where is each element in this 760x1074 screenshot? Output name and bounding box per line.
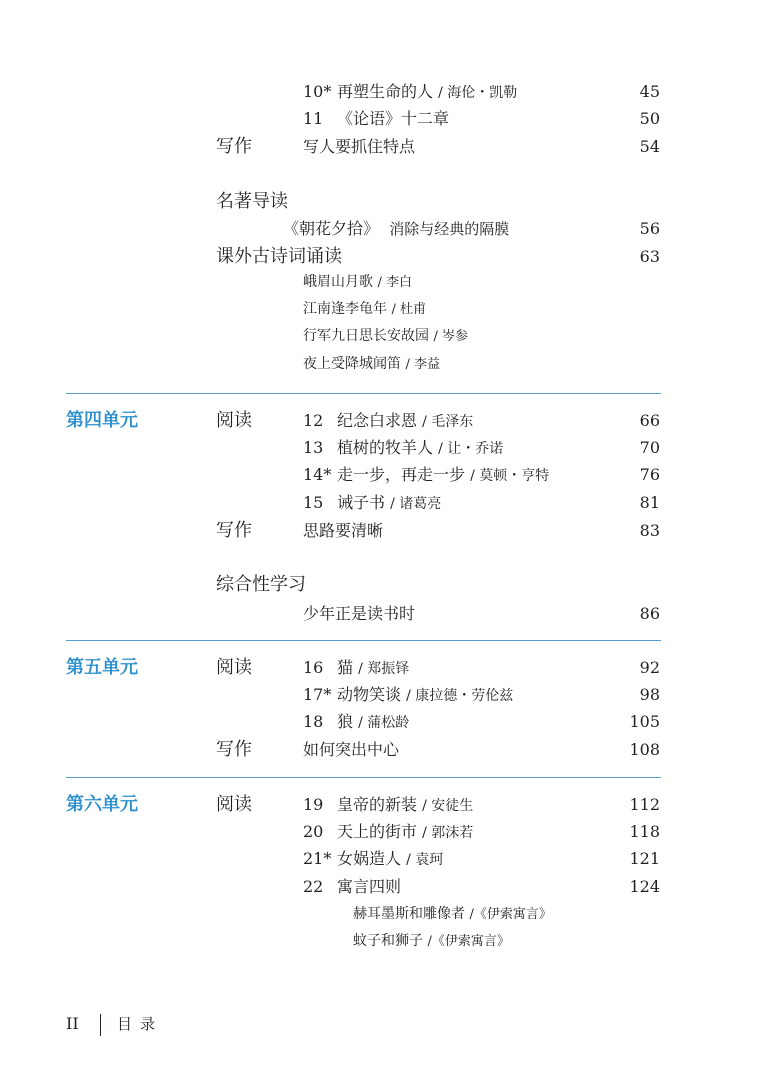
section-heading: 名著导读 [216, 191, 288, 212]
lesson-title [337, 435, 503, 462]
lesson-number: 22 [303, 877, 324, 896]
page-number: 86 [639, 604, 660, 623]
lesson-title-text: 狼 [337, 712, 354, 731]
poem-title [303, 351, 440, 378]
poem-entry[interactable] [0, 351, 760, 377]
toc-entry[interactable] [0, 408, 760, 434]
lesson-author: / 蒲松龄 [358, 715, 410, 731]
footer-page-number: II [66, 1014, 79, 1033]
poem-author: / 李益 [405, 357, 440, 372]
writing-title: 如何突出中心 [303, 740, 400, 759]
toc-entry[interactable] [0, 244, 760, 270]
lesson-number: 17* [303, 685, 332, 704]
lesson-author: / 让・乔诺 [438, 441, 504, 457]
activity-title: 少年正是读书时 [303, 604, 416, 623]
fable-source: /《伊索寓言》 [427, 934, 510, 949]
page-number: 66 [639, 411, 660, 430]
toc-entry[interactable] [0, 216, 760, 242]
lesson-title [337, 709, 409, 736]
page-number: 50 [639, 109, 660, 128]
category-label: 写作 [216, 739, 252, 760]
section-heading: 课外古诗词诵读 [216, 246, 342, 267]
poem-author: / 李白 [377, 275, 412, 290]
writing-title: 思路要清晰 [303, 521, 384, 540]
page-number: 83 [639, 521, 660, 540]
fable-entry[interactable] [0, 901, 760, 927]
lesson-title-text: 再塑生命的人 [337, 82, 434, 101]
reading-guide-title [283, 216, 509, 242]
lesson-number: 19 [303, 795, 324, 814]
reading-guide-subtitle: 消除与经典的隔膜 [389, 220, 510, 238]
page-number: 63 [639, 247, 660, 266]
toc-entry[interactable] [0, 601, 760, 627]
toc-entry[interactable] [0, 682, 760, 708]
page-number: 98 [639, 685, 660, 704]
page-number: 92 [639, 658, 660, 677]
lesson-number: 14* [303, 465, 332, 484]
unit-heading: 第四单元 [66, 410, 138, 431]
toc-entry[interactable] [0, 709, 760, 735]
toc-entry[interactable] [0, 435, 760, 461]
lesson-number: 15 [303, 493, 324, 512]
lesson-title [337, 846, 443, 873]
poem-entry[interactable] [0, 323, 760, 349]
lesson-title-text: 皇帝的新装 [337, 795, 418, 814]
lesson-title [337, 655, 409, 682]
unit-heading: 第五单元 [66, 657, 138, 678]
page-number: 124 [629, 877, 660, 896]
lesson-title [337, 792, 473, 819]
toc-entry[interactable] [0, 518, 760, 544]
lesson-author: / 康拉德・劳伦兹 [406, 688, 514, 704]
page-number: 105 [629, 712, 660, 731]
page-number: 54 [639, 137, 660, 156]
toc-entry[interactable] [0, 792, 760, 818]
lesson-number: 12 [303, 411, 324, 430]
lesson-title-text: 诫子书 [337, 493, 386, 512]
poem-name: 夜上受降城闻笛 [303, 356, 401, 372]
unit-separator [66, 777, 661, 778]
lesson-number: 16 [303, 658, 324, 677]
fable-name: 赫耳墨斯和雕像者 [353, 906, 465, 922]
page-number: 108 [629, 740, 660, 759]
unit-separator [66, 393, 661, 394]
lesson-author: / 诸葛亮 [390, 496, 442, 512]
unit-heading: 第六单元 [66, 794, 138, 815]
poem-title [303, 269, 412, 296]
fable-entry[interactable] [0, 928, 760, 954]
page-number: 45 [639, 82, 660, 101]
page-number: 112 [629, 795, 660, 814]
poem-author: / 杜甫 [391, 302, 426, 317]
toc-entry[interactable] [0, 874, 760, 900]
writing-title: 写人要抓住特点 [303, 137, 416, 156]
lesson-title-text: 女娲造人 [337, 849, 402, 868]
category-label: 阅读 [216, 657, 252, 678]
lesson-author: / 海伦・凯勒 [438, 85, 518, 101]
poem-title [303, 323, 468, 350]
section-heading-row [0, 189, 760, 215]
unit-separator [66, 640, 661, 641]
poem-entry[interactable] [0, 296, 760, 322]
lesson-title [337, 490, 441, 517]
lesson-number: 21* [303, 849, 332, 868]
lesson-author: / 毛泽东 [422, 414, 474, 430]
category-label: 阅读 [216, 794, 252, 815]
category-label: 写作 [216, 520, 252, 541]
footer-divider [100, 1014, 101, 1036]
lesson-title-text: 猫 [337, 658, 354, 677]
lesson-title-text: 植树的牧羊人 [337, 438, 434, 457]
lesson-number: 10* [303, 82, 332, 101]
poem-entry[interactable] [0, 269, 760, 295]
lesson-title [337, 408, 473, 435]
toc-entry[interactable] [0, 79, 760, 105]
page-number: 56 [639, 219, 660, 238]
lesson-title-text: 天上的街市 [337, 822, 418, 841]
section-heading-row [0, 572, 760, 598]
lesson-author: / 郑振铎 [358, 661, 410, 677]
fable-source: /《伊索寓言》 [469, 907, 552, 922]
toc-entry[interactable] [0, 106, 760, 132]
lesson-number: 20 [303, 822, 324, 841]
section-heading: 综合性学习 [216, 574, 306, 595]
toc-entry[interactable] [0, 819, 760, 845]
lesson-title-text: 动物笑谈 [337, 685, 402, 704]
lesson-title-text: 走一步，再走一步 [337, 465, 466, 484]
toc-entry[interactable] [0, 462, 760, 488]
lesson-title: 寓言四则 [337, 877, 402, 896]
page-number: 81 [639, 493, 660, 512]
toc-entry[interactable] [0, 655, 760, 681]
poem-name: 江南逢李龟年 [303, 301, 387, 317]
category-label: 阅读 [216, 410, 252, 431]
lesson-author: / 安徒生 [422, 798, 474, 814]
lesson-title-text: 纪念白求恩 [337, 411, 418, 430]
toc-entry[interactable] [0, 846, 760, 872]
footer-label: 目录 [117, 1015, 164, 1033]
toc-entry[interactable] [0, 134, 760, 160]
lesson-title [337, 462, 549, 489]
toc-entry[interactable] [0, 490, 760, 516]
page-number: 118 [629, 822, 660, 841]
lesson-author: / 袁珂 [406, 852, 444, 868]
lesson-title [337, 819, 473, 846]
fable-title [353, 901, 552, 928]
fable-name: 蚊子和狮子 [353, 933, 423, 949]
poem-name: 行军九日思长安故园 [303, 328, 429, 344]
poem-title [303, 296, 426, 323]
lesson-title [337, 79, 517, 106]
page-number: 121 [629, 849, 660, 868]
lesson-author: / 莫顿・亨特 [470, 468, 550, 484]
poem-name: 峨眉山月歌 [303, 274, 373, 290]
page-number: 76 [639, 465, 660, 484]
lesson-number: 18 [303, 712, 324, 731]
reading-guide-book: 《朝花夕拾》 [283, 219, 380, 238]
fable-title [353, 928, 510, 955]
lesson-title [337, 682, 513, 709]
toc-entry[interactable] [0, 737, 760, 763]
poem-author: / 岑参 [433, 329, 468, 344]
lesson-author: / 郭沫若 [422, 825, 474, 841]
lesson-title: 《论语》十二章 [337, 109, 450, 128]
category-label: 写作 [216, 136, 252, 157]
page-number: 70 [639, 438, 660, 457]
lesson-number: 13 [303, 438, 324, 457]
lesson-number: 11 [303, 109, 324, 128]
